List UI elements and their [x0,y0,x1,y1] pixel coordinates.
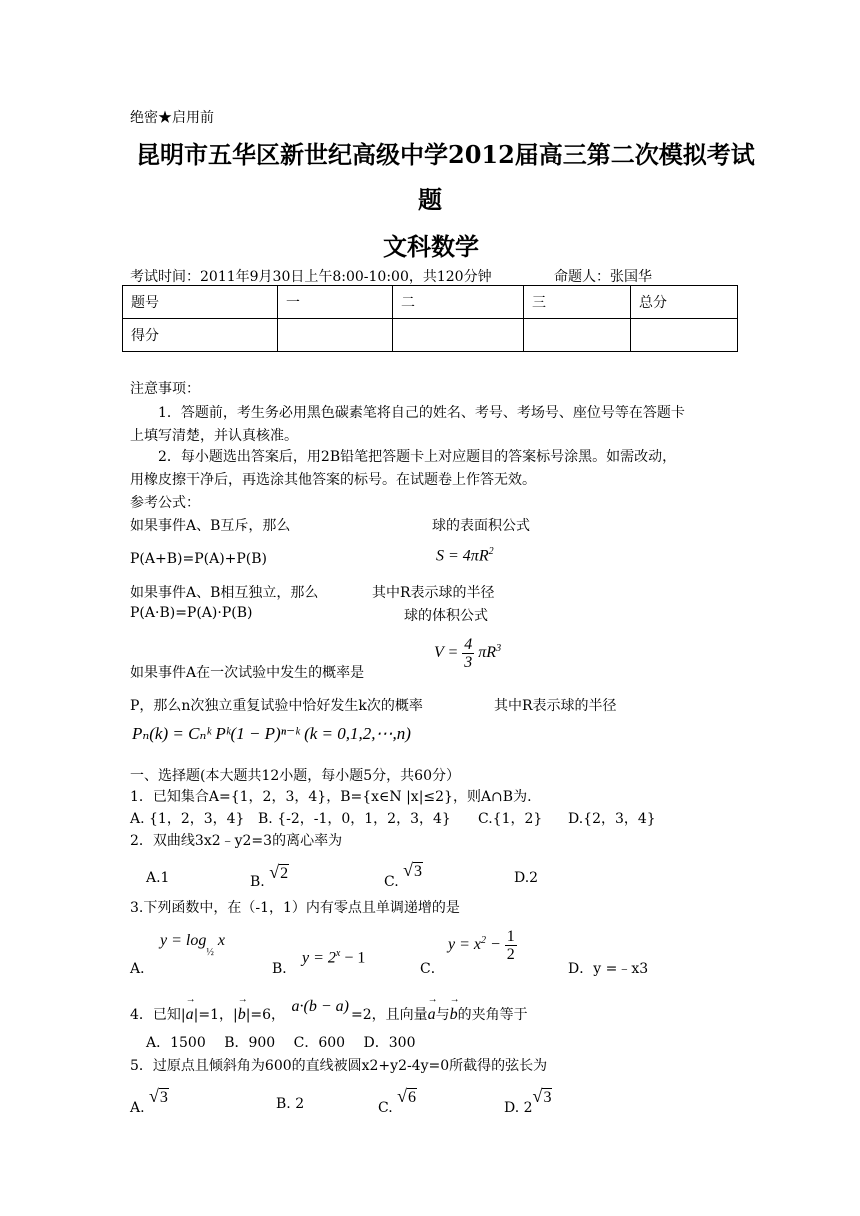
formula-mutex: P(A+B)=P(A)+P(B) [130,551,268,567]
table-header-cell: 题号 [123,286,278,319]
table-row [123,319,738,352]
q3-option-a: $y = \log_{\frac{1}{2}} x$ [160,932,225,958]
q3-option-b: $y = 2^x - 1$ [302,948,366,967]
formula-indep-label: 如果事件A、B相互独立，那么 [130,585,319,601]
question-5: 5．过原点且倾斜角为600的直线被圆x2+y2-4y=0所截得的弦长为 [130,1058,548,1074]
q5-option-b: B. 2 [276,1096,305,1112]
sphere-area-label: 球的表面积公式 [432,518,530,534]
q3-option-b-label: B． [272,961,297,977]
formulas-title: 参考公式： [130,495,200,511]
q1-option-d: D.{2，3，4} [568,811,656,827]
q1-option-c: C.{1，2} [478,811,543,827]
q2-option-a: A.1 [146,870,170,886]
table-row-label: 得分 [123,319,278,352]
question-4: 4．已知| → a|=1，| → b|=6， a·(b − a) =2，且向量 → a与 → b的夹角等于 [130,994,528,1023]
notice-item-2-cont: 用橡皮擦干净后，再选涂其他答案的标号。在试题卷上作答无效。 [130,472,536,488]
table-header-cell: 总分 [631,286,738,319]
q3-option-a-label: A． [130,961,155,977]
q2-option-c: C. √3 [384,860,423,890]
table-header-cell: 二 [393,286,524,319]
q5-option-c: C. √6 [378,1086,417,1116]
exam-author: 命题人：张国华 [554,269,652,285]
notice-item-1: 1．答题前，考生务必用黑色碳素笔将自己的姓名、考号、考场号、座位号等在答题卡 [158,405,685,421]
sphere-volume-label: 球的体积公式 [404,608,488,624]
formula-binomial: Pₙ(k) = Cₙᵏ Pᵏ(1 − P)ⁿ⁻ᵏ (k = 0,1,2,⋯,n) [132,724,411,743]
table-header-cell: 三 [524,286,631,319]
q5-option-a: A. √3 [130,1086,168,1116]
notice-item-2: 2．每小题选出答案后，用2B铅笔把答题卡上对应题目的答案标号涂黑。如需改动， [158,449,677,465]
radius-note: 其中R表示球的半径 [372,585,495,601]
secret-label: 绝密★启用前 [130,110,214,126]
question-2: 2．双曲线3x2﹣y2=3的离心率为 [130,833,343,849]
q2-option-d: D.2 [514,870,539,886]
question-1: 1．已知集合A={1，2，3，4}，B={x∈N |x|≤2}，则A∩B为. [130,789,532,805]
section-heading: 一、选择题(本大题共12小题，每小题5分，共60分） [130,768,460,784]
score-cell[interactable] [393,319,524,352]
exam-info: 考试时间：2011年9月30日上午8:00-10:00，共120分钟 [130,269,492,285]
formula-indep: P(A·B)=P(A)·P(B) [130,605,253,621]
subject-title: 文科数学 [383,232,479,261]
table-row [123,286,738,319]
formula-sphere-volume: V = $\frac{4}{3}$ $\pi R^3$ [434,636,502,671]
radius-note: 其中R表示球的半径 [494,698,617,714]
formula-mutex-label: 如果事件A、B互斥，那么 [130,518,291,534]
q3-option-c: $y = x^2$ − $\frac{1}{2}$ [448,928,515,963]
q5-option-d: D. 2√3 [504,1086,552,1116]
page-title-continued: 题 [418,185,442,214]
table-header-cell: 一 [278,286,393,319]
q1-option-a: A. {1，2，3，4} [130,811,245,827]
q1-option-b: B. {-2，-1，0，1，2，3，4} [258,811,451,827]
question-3: 3.下列函数中，在（-1，1）内有零点且单调递增的是 [130,900,460,916]
page-title: 昆明市五华区新世纪高级中学2012届高三第二次模拟考试 [136,140,755,169]
score-cell[interactable] [278,319,393,352]
formula-binom-desc: P，那么n次独立重复试验中恰好发生k次的概率 [130,698,423,714]
q4-options: A．1500 B．900 C．600 D．300 [146,1035,416,1051]
formula-event-prob: 如果事件A在一次试验中发生的概率是 [130,665,365,681]
score-cell[interactable] [524,319,631,352]
score-table [122,285,738,352]
score-cell[interactable] [631,319,738,352]
q3-option-c-label: C． [420,961,445,977]
notice-title: 注意事项： [130,381,200,397]
notice-item-1-cont: 上填写清楚，并认真核准。 [130,428,298,444]
q3-option-d: D．y =﹣x3 [568,961,649,977]
q2-option-b: B. √2 [250,862,289,890]
formula-sphere-area: $S = 4\pi R^2$ [436,546,494,565]
